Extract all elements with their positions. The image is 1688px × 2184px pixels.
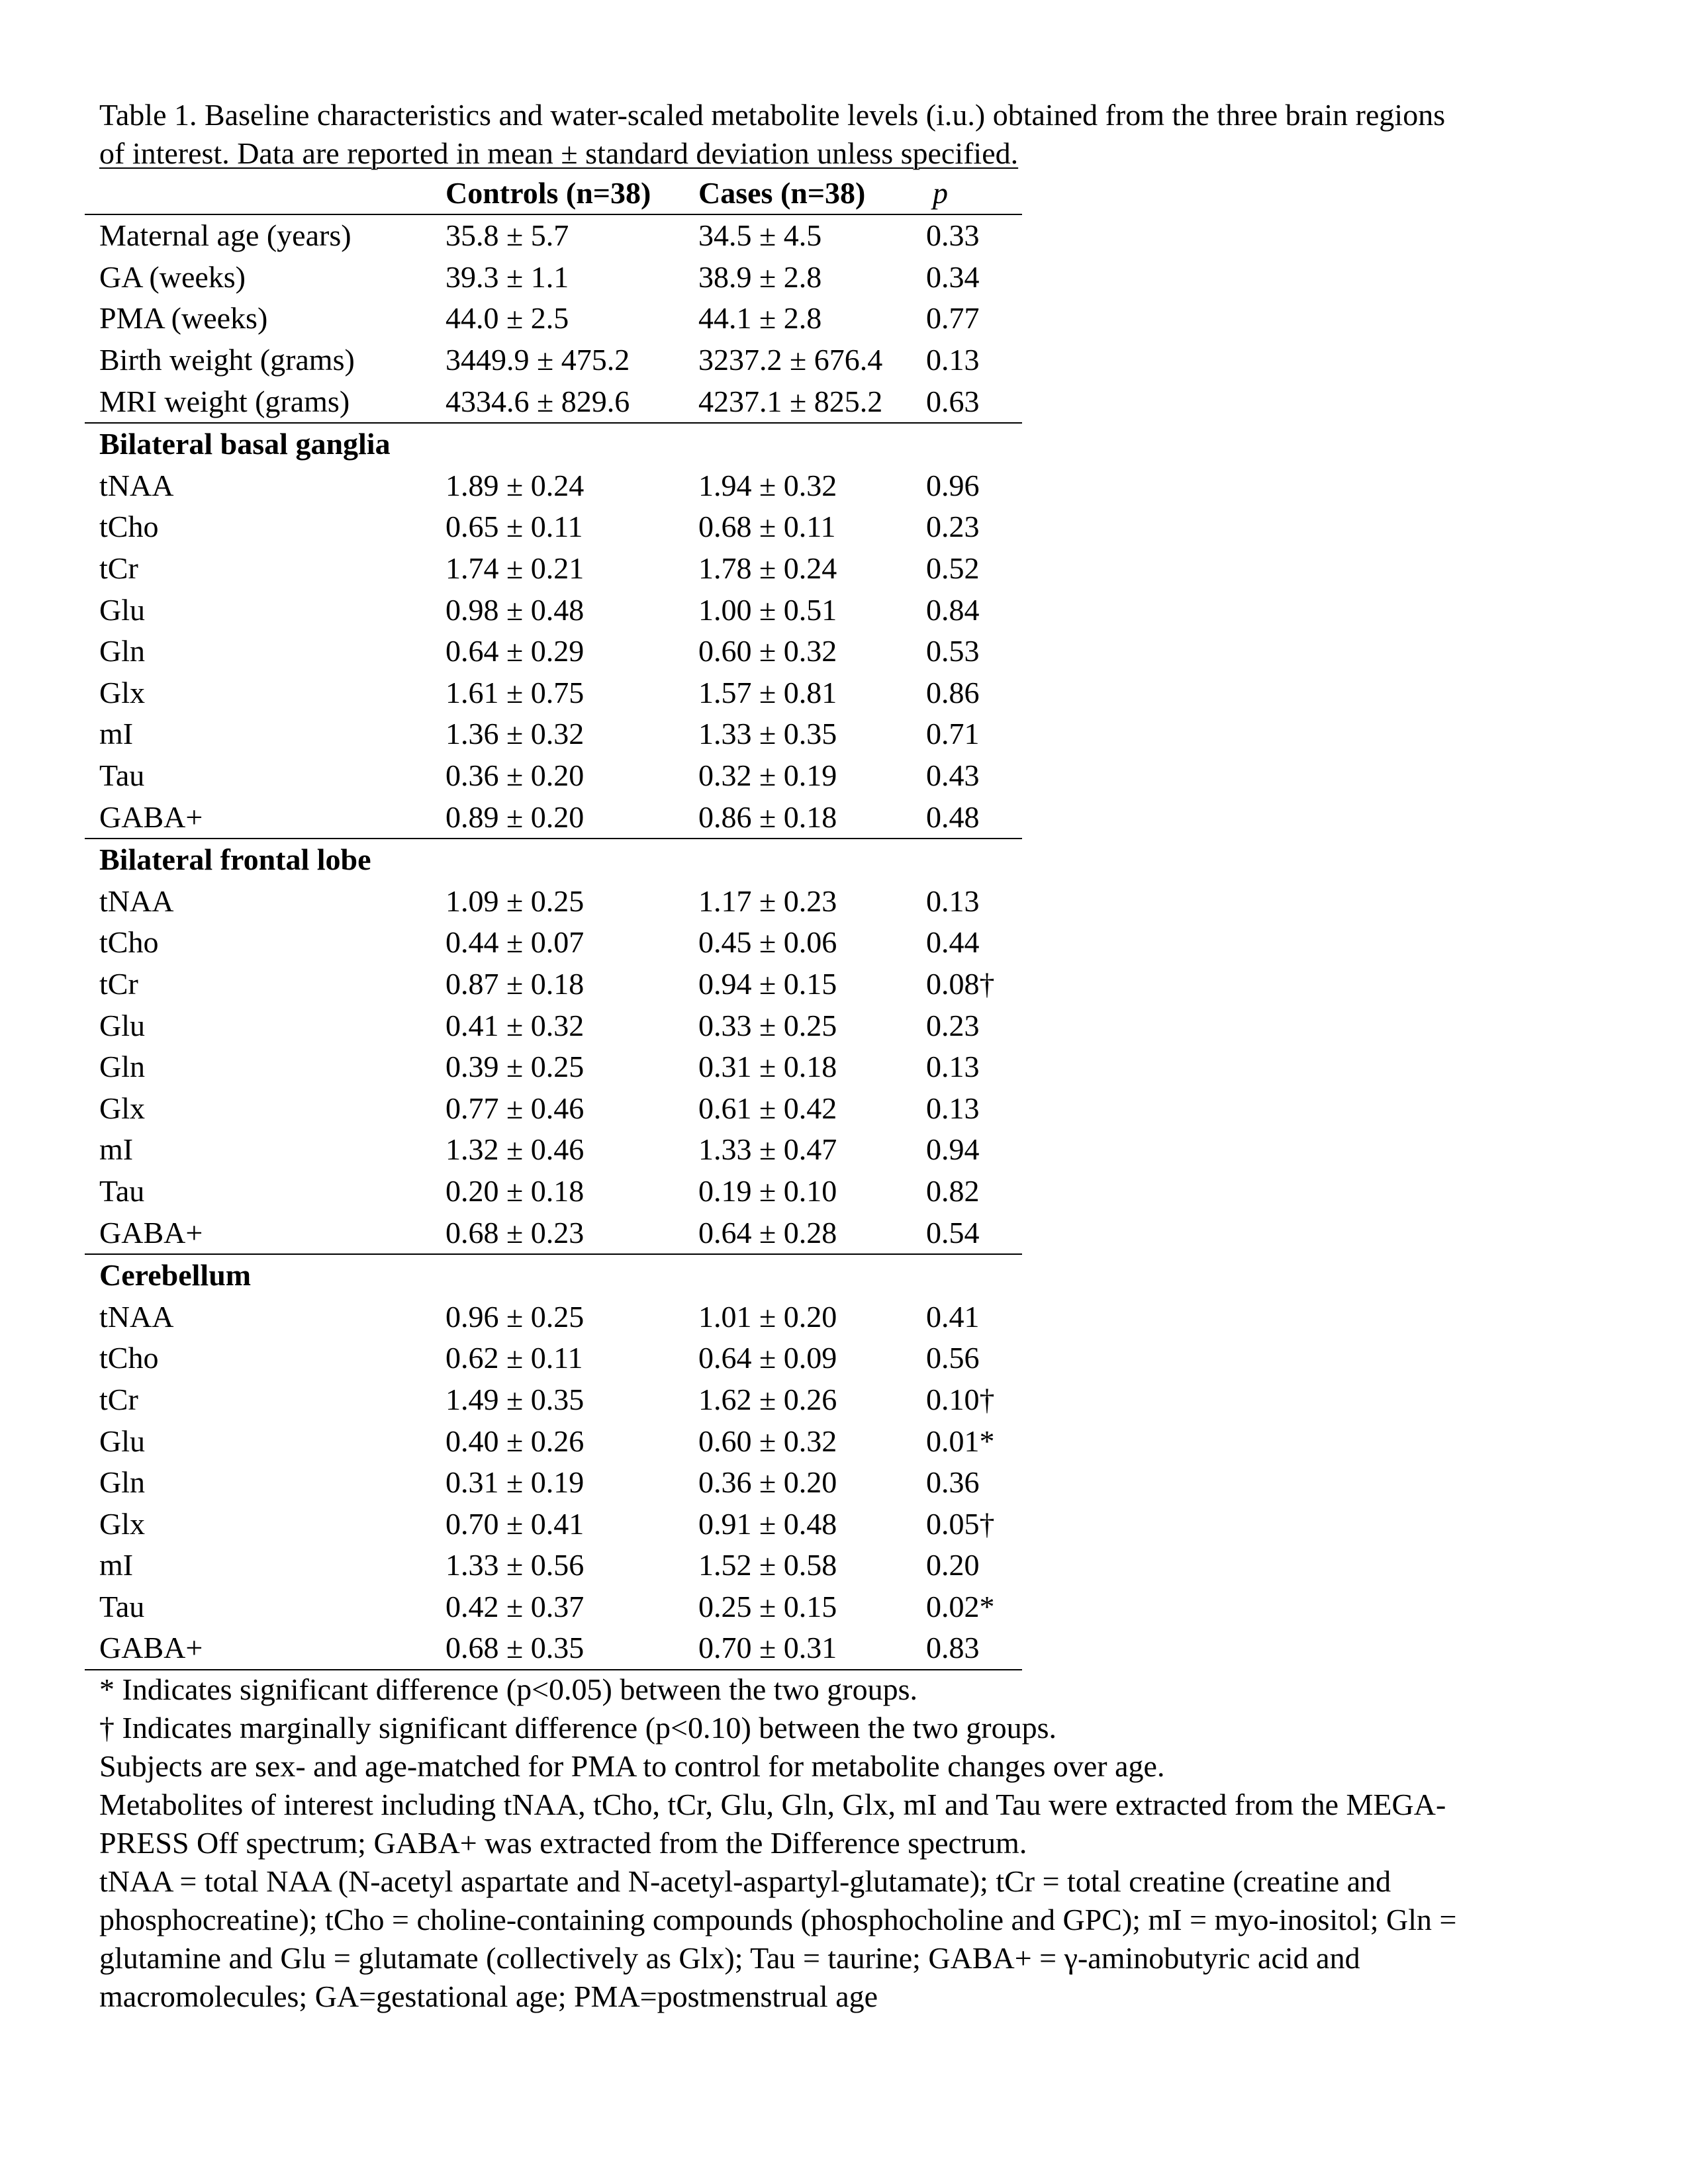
controls-value: 0.89 ± 0.20	[445, 796, 698, 839]
table-row	[85, 548, 1022, 590]
controls-value: 1.74 ± 0.21	[445, 551, 585, 586]
cases-value: 1.52 ± 0.58	[698, 1548, 837, 1582]
cases-value: 0.68 ± 0.11	[698, 510, 836, 544]
cases-value: 0.60 ± 0.32	[698, 634, 837, 668]
controls-value: 1.89 ± 0.24	[445, 468, 585, 502]
row-label: Glx	[99, 1506, 145, 1541]
cases-value: 0.61 ± 0.42	[698, 1091, 837, 1125]
row-label: tCho	[99, 925, 159, 960]
table-row	[85, 672, 1022, 714]
table-row	[85, 1296, 1022, 1338]
p-value: 0.82	[926, 1173, 980, 1208]
controls-value: 35.8 ± 5.7	[445, 218, 569, 253]
p-value: 0.01*	[926, 1424, 995, 1458]
controls-value: 0.20 ± 0.18	[445, 1173, 585, 1208]
row-label: Tau	[99, 1589, 145, 1623]
cases-value: 0.32 ± 0.19	[698, 758, 837, 793]
controls-value: 1.36 ± 0.32	[445, 717, 585, 751]
cases-value: 1.33 ± 0.47	[698, 1132, 837, 1167]
p-value: 0.84	[926, 592, 980, 627]
controls-value: 1.49 ± 0.35	[445, 1382, 585, 1416]
controls-value: 0.31 ± 0.19	[445, 1465, 585, 1500]
row-label: Glx	[99, 675, 145, 709]
table-row	[85, 713, 1022, 755]
controls-value: 0.70 ± 0.41	[445, 1506, 585, 1541]
row-label: mI	[99, 1548, 134, 1582]
table-row	[85, 1627, 1022, 1670]
table-row	[85, 755, 1022, 797]
results-table	[85, 173, 1022, 1670]
cases-value: 34.5 ± 4.5	[698, 218, 822, 253]
table-row	[85, 465, 1022, 507]
cases-value: 1.00 ± 0.51	[698, 592, 837, 627]
row-label: Gln	[99, 1050, 145, 1084]
cases-value: 1.78 ± 0.24	[698, 551, 837, 586]
table-row	[85, 631, 1022, 672]
controls-value: 4334.6 ± 829.6	[445, 381, 698, 423]
section-title-row	[85, 839, 1022, 881]
row-label: GABA+	[85, 1627, 445, 1670]
cases-value: 0.70 ± 0.31	[698, 1627, 926, 1670]
row-label: Gln	[99, 1465, 145, 1500]
table-row	[85, 1212, 1022, 1254]
table-row	[85, 796, 1022, 839]
controls-value: 0.68 ± 0.35	[445, 1627, 698, 1670]
p-value: 0.23	[926, 510, 980, 544]
controls-value: 44.0 ± 2.5	[445, 301, 569, 336]
p-value: 0.56	[926, 1341, 980, 1375]
row-label: tNAA	[99, 1299, 174, 1334]
table-row	[85, 506, 1022, 548]
controls-value: 0.98 ± 0.48	[445, 592, 585, 627]
section-title: Bilateral frontal lobe	[99, 842, 371, 877]
p-value: 0.20	[926, 1548, 980, 1582]
row-label: Tau	[99, 1173, 145, 1208]
table-row	[85, 381, 1022, 423]
table-row	[85, 257, 1022, 298]
table-row	[85, 1338, 1022, 1379]
controls-value: 3449.9 ± 475.2	[445, 343, 630, 377]
cases-value: 3237.2 ± 676.4	[698, 343, 883, 377]
row-label: Gln	[99, 634, 145, 668]
p-value: 0.94	[926, 1132, 980, 1167]
table-row	[85, 1379, 1022, 1421]
p-value: 0.83	[926, 1627, 1022, 1670]
p-value: 0.86	[926, 675, 980, 709]
p-value: 0.36	[926, 1465, 980, 1500]
controls-value: 0.39 ± 0.25	[445, 1050, 585, 1084]
cases-value: 0.45 ± 0.06	[698, 925, 837, 960]
table-row	[85, 964, 1022, 1005]
note-abbrev-2: phosphocreatine); tCho = choline-containing compounds (phosphocholine and GPC); mI = myo-inositol; Gln =	[99, 1902, 1457, 1936]
row-label: GA (weeks)	[99, 259, 246, 294]
table-row	[85, 1171, 1022, 1212]
table-row	[85, 1005, 1022, 1046]
note-marginal: † Indicates marginally significant difference (p<0.10) between the two groups.	[99, 1710, 1056, 1745]
table-row	[85, 1420, 1022, 1462]
note-matching: Subjects are sex- and age-matched for PMA to control for metabolite changes over age.	[99, 1749, 1165, 1783]
table-row	[85, 298, 1022, 340]
p-value: 0.34	[926, 259, 980, 294]
row-label: Tau	[99, 758, 145, 793]
table-row	[85, 1087, 1022, 1129]
controls-value: 0.62 ± 0.11	[445, 1341, 583, 1375]
p-value: 0.77	[926, 301, 980, 336]
controls-value: 1.33 ± 0.56	[445, 1548, 585, 1582]
controls-value: 1.61 ± 0.75	[445, 675, 585, 709]
table-row	[85, 881, 1022, 923]
controls-value: 39.3 ± 1.1	[445, 259, 569, 294]
section-title: Bilateral basal ganglia	[99, 427, 391, 461]
p-value: 0.23	[926, 1008, 980, 1042]
cases-value: 1.94 ± 0.32	[698, 468, 837, 502]
row-label: tNAA	[99, 468, 174, 502]
p-value: 0.13	[926, 884, 980, 918]
table-row	[85, 1129, 1022, 1171]
controls-value: 1.09 ± 0.25	[445, 884, 585, 918]
cases-value: 0.86 ± 0.18	[698, 796, 926, 839]
p-value: 0.41	[926, 1299, 980, 1334]
row-label: GABA+	[85, 796, 445, 839]
note-abbrev-4: macromolecules; GA=gestational age; PMA=postmenstrual age	[99, 1979, 878, 2013]
row-label: tCho	[99, 1341, 159, 1375]
cases-value: 0.64 ± 0.28	[698, 1212, 926, 1254]
row-label: tCr	[99, 966, 138, 1001]
note-metabolites-1: Metabolites of interest including tNAA, tCho, tCr, Glu, Gln, Glx, mI and Tau were extracted from the MEGA-	[99, 1787, 1446, 1821]
header-controls: Controls (n=38)	[445, 173, 698, 214]
p-value: 0.08†	[926, 966, 995, 1001]
table-row	[85, 1462, 1022, 1504]
p-value: 0.02*	[926, 1589, 995, 1623]
row-label: mI	[99, 1132, 134, 1167]
cases-value: 1.01 ± 0.20	[698, 1299, 837, 1334]
table-row	[85, 340, 1022, 381]
caption-line-2: of interest. Data are reported in mean ± standard deviation unless specified.	[99, 136, 1019, 170]
table-caption	[99, 96, 1595, 173]
cases-value: 4237.1 ± 825.2	[698, 381, 926, 423]
table-row	[85, 1046, 1022, 1088]
section-title: Cerebellum	[99, 1258, 252, 1293]
p-value: 0.13	[926, 1091, 980, 1125]
controls-value: 0.65 ± 0.11	[445, 510, 583, 544]
p-value: 0.05†	[926, 1506, 995, 1541]
p-value: 0.71	[926, 717, 980, 751]
cases-value: 0.31 ± 0.18	[698, 1050, 837, 1084]
p-value: 0.33	[926, 218, 980, 253]
cases-value: 1.57 ± 0.81	[698, 675, 837, 709]
table-wrap	[85, 173, 1022, 1670]
caption-line-1: Table 1. Baseline characteristics and water-scaled metabolite levels (i.u.) obtained from the three brain regions	[99, 98, 1446, 132]
note-metabolites-2: PRESS Off spectrum; GABA+ was extracted from the Difference spectrum.	[99, 1825, 1027, 1860]
row-label: tNAA	[99, 884, 174, 918]
page	[99, 96, 1595, 2016]
row-label: mI	[99, 717, 134, 751]
table-body	[85, 214, 1022, 1670]
row-label: tCr	[99, 1382, 138, 1416]
row-label: Glu	[99, 1008, 145, 1042]
cases-value: 0.36 ± 0.20	[698, 1465, 837, 1500]
section-title-row	[85, 1254, 1022, 1297]
cases-value: 0.64 ± 0.09	[698, 1341, 837, 1375]
row-label: GABA+	[85, 1212, 445, 1254]
controls-value: 0.96 ± 0.25	[445, 1299, 585, 1334]
p-value: 0.54	[926, 1212, 1022, 1254]
table-row	[85, 922, 1022, 964]
controls-value: 0.40 ± 0.26	[445, 1424, 585, 1458]
controls-value: 0.42 ± 0.37	[445, 1589, 585, 1623]
table-notes	[99, 1670, 1595, 2016]
row-label: tCr	[99, 551, 138, 586]
table-header-row	[85, 173, 1022, 214]
header-cases: Cases (n=38)	[698, 173, 926, 214]
controls-value: 0.64 ± 0.29	[445, 634, 585, 668]
controls-value: 0.36 ± 0.20	[445, 758, 585, 793]
cases-value: 44.1 ± 2.8	[698, 301, 822, 336]
cases-value: 0.91 ± 0.48	[698, 1506, 837, 1541]
note-abbrev-3: glutamine and Glu = glutamate (collectively as Glx); Tau = taurine; GABA+ = γ-aminobutyric acid and	[99, 1940, 1360, 1975]
cases-value: 1.17 ± 0.23	[698, 884, 837, 918]
row-label: Maternal age (years)	[99, 218, 352, 253]
controls-value: 1.32 ± 0.46	[445, 1132, 585, 1167]
cases-value: 1.33 ± 0.35	[698, 717, 837, 751]
p-value: 0.44	[926, 925, 980, 960]
controls-value: 0.77 ± 0.46	[445, 1091, 585, 1125]
cases-value: 0.60 ± 0.32	[698, 1424, 837, 1458]
controls-value: 0.68 ± 0.23	[445, 1212, 698, 1254]
p-value: 0.96	[926, 468, 980, 502]
row-label: MRI weight (grams)	[85, 381, 445, 423]
p-value: 0.13	[926, 343, 980, 377]
row-label: Birth weight (grams)	[99, 343, 355, 377]
cases-value: 0.94 ± 0.15	[698, 966, 837, 1001]
controls-value: 0.41 ± 0.32	[445, 1008, 585, 1042]
note-significant: * Indicates significant difference (p<0.05) between the two groups.	[99, 1672, 918, 1706]
p-value: 0.10†	[926, 1382, 995, 1416]
p-value: 0.43	[926, 758, 980, 793]
cases-value: 38.9 ± 2.8	[698, 259, 822, 294]
cases-value: 1.62 ± 0.26	[698, 1382, 837, 1416]
p-value: 0.13	[926, 1050, 980, 1084]
note-abbrev-1: tNAA = total NAA (N-acetyl aspartate and N-acetyl-aspartyl-glutamate); tCr = total creatine (creatine and	[99, 1864, 1391, 1898]
controls-value: 0.44 ± 0.07	[445, 925, 585, 960]
p-value: 0.52	[926, 551, 980, 586]
table-row	[85, 1586, 1022, 1628]
section-title-row	[85, 423, 1022, 465]
table-row	[85, 589, 1022, 631]
cases-value: 0.19 ± 0.10	[698, 1173, 837, 1208]
p-value: 0.53	[926, 634, 980, 668]
row-label: tCho	[99, 510, 159, 544]
header-label	[85, 173, 445, 214]
table-row	[85, 1503, 1022, 1545]
row-label: PMA (weeks)	[99, 301, 268, 336]
table-row	[85, 214, 1022, 257]
row-label: Glx	[99, 1091, 145, 1125]
controls-value: 0.87 ± 0.18	[445, 966, 585, 1001]
cases-value: 0.25 ± 0.15	[698, 1589, 837, 1623]
p-value: 0.48	[926, 796, 1022, 839]
p-value: 0.63	[926, 381, 1022, 423]
table-row	[85, 1545, 1022, 1586]
header-p: p	[926, 173, 1022, 214]
row-label: Glu	[99, 1424, 145, 1458]
row-label: Glu	[99, 592, 145, 627]
cases-value: 0.33 ± 0.25	[698, 1008, 837, 1042]
